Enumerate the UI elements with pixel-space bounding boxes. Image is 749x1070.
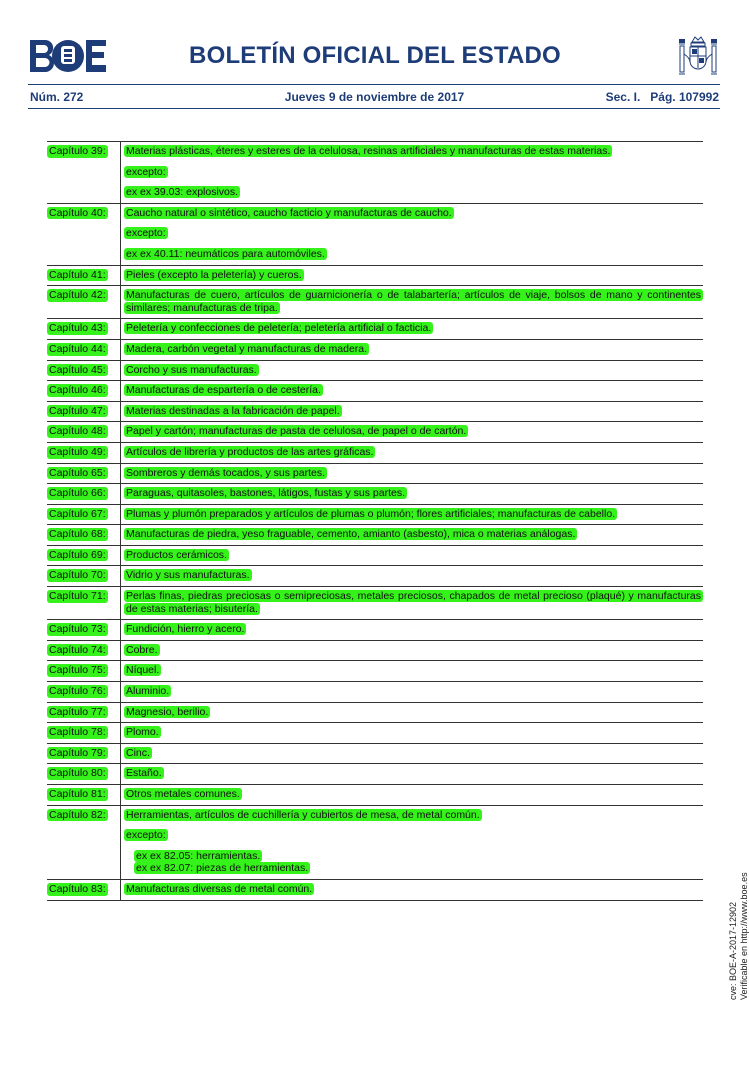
header-rule-top <box>28 84 720 85</box>
chapter-cell <box>47 360 121 381</box>
issue-number: Núm. 272 <box>30 90 84 104</box>
table-row <box>47 484 703 505</box>
chapter-cell <box>47 805 121 879</box>
chapter-label: Capítulo 43: <box>49 322 106 335</box>
chapter-cell <box>47 620 121 641</box>
table-row <box>47 879 703 900</box>
chapter-description: Sombreros y demás tocados, y sus partes. <box>126 466 326 479</box>
chapter-description: Papel y cartón; manufacturas de pasta de celulosa, de papel o de cartón. <box>126 425 467 438</box>
chapter-label: Capítulo 40: <box>49 206 106 219</box>
chapter-label: Capítulo 69: <box>49 548 106 561</box>
chapter-cell <box>47 785 121 806</box>
chapter-description-cell <box>121 422 704 443</box>
chapter-cell <box>47 463 121 484</box>
chapter-cell <box>47 682 121 703</box>
chapter-description: Corcho y sus manufacturas. <box>126 363 257 376</box>
chapter-description: Fundición, hierro y acero. <box>126 623 245 636</box>
chapter-label: Capítulo 65: <box>49 466 106 479</box>
table-row <box>47 286 703 319</box>
table-row <box>47 723 703 744</box>
table-row <box>47 319 703 340</box>
chapter-cell <box>47 142 121 204</box>
chapter-description: Herramientas, artículos de cuchillería y cubiertos de mesa, de metal común. <box>126 808 480 821</box>
chapter-description-cell <box>121 265 704 286</box>
chapter-description: Paraguas, quitasoles, bastones, látigos, fustas y sus partes. <box>126 487 405 500</box>
chapter-description-cell <box>121 463 704 484</box>
chapter-description: Perlas finas, piedras preciosas o semipreciosas, metales preciosos, chapados de metal precioso (plaqué) y manufacturas de estas materias; bisutería. <box>126 590 701 615</box>
chapter-description-cell <box>121 723 704 744</box>
verification-note <box>728 872 749 1000</box>
table-row <box>47 805 703 879</box>
chapter-cell <box>47 422 121 443</box>
chapter-cell <box>47 265 121 286</box>
table-row <box>47 381 703 402</box>
chapter-description: Manufacturas de cuero, artículos de guarnicionería o de talabartería; artículos de viaje, bolsos de mano y continentes similares; manufacturas de tripa. <box>126 289 701 314</box>
chapter-description-cell <box>121 360 704 381</box>
chapter-description: Magnesio, berilio. <box>126 705 209 718</box>
chapter-description-cell <box>121 525 704 546</box>
chapter-label: Capítulo 75: <box>49 664 106 677</box>
chapter-label: Capítulo 45: <box>49 363 106 376</box>
table-row <box>47 360 703 381</box>
chapter-description: Madera, carbón vegetal y manufacturas de madera. <box>126 342 368 355</box>
chapter-description: Estaño. <box>126 767 162 780</box>
chapter-label: Capítulo 79: <box>49 746 106 759</box>
chapter-cell <box>47 640 121 661</box>
chapter-description-cell <box>121 640 704 661</box>
chapter-label: Capítulo 71: <box>49 590 106 603</box>
chapter-description: Vidrio y sus manufacturas. <box>126 569 250 582</box>
exception-line: excepto: <box>126 165 166 178</box>
chapter-cell <box>47 587 121 620</box>
chapters-table <box>47 141 703 901</box>
chapter-description-cell <box>121 381 704 402</box>
chapter-description-cell <box>121 661 704 682</box>
table-row <box>47 764 703 785</box>
chapter-description: Cobre. <box>126 643 158 656</box>
header-rule-bottom <box>28 108 720 109</box>
table-row <box>47 661 703 682</box>
chapter-description: Caucho natural o sintético, caucho facticio y manufacturas de caucho. <box>126 206 452 219</box>
chapter-description-cell <box>121 587 704 620</box>
chapter-description-cell <box>121 702 704 723</box>
table-row <box>47 743 703 764</box>
chapter-description: Níquel. <box>126 664 160 677</box>
chapter-description-cell <box>121 805 704 879</box>
table-row <box>47 620 703 641</box>
table-row <box>47 566 703 587</box>
cve-code: cve: BOE-A-2017-12902 <box>728 901 738 1000</box>
table-row <box>47 682 703 703</box>
chapter-description-cell <box>121 484 704 505</box>
table-row <box>47 442 703 463</box>
table-row <box>47 401 703 422</box>
chapter-description-cell <box>121 620 704 641</box>
table-row <box>47 545 703 566</box>
chapter-cell <box>47 442 121 463</box>
chapter-description: Cinc. <box>126 746 150 759</box>
table-row <box>47 525 703 546</box>
chapter-cell <box>47 764 121 785</box>
chapter-cell <box>47 339 121 360</box>
chapter-description: Productos cerámicos. <box>126 548 227 561</box>
chapter-description: Artículos de librería y productos de las artes gráficas. <box>126 445 374 458</box>
chapter-description-cell <box>121 504 704 525</box>
chapter-cell <box>47 401 121 422</box>
chapter-cell <box>47 743 121 764</box>
exception-line: excepto: <box>126 227 166 240</box>
table-row <box>47 702 703 723</box>
chapter-description-cell <box>121 339 704 360</box>
chapter-label: Capítulo 47: <box>49 404 106 417</box>
section-label: Sec. I. <box>605 90 641 104</box>
chapter-label: Capítulo 77: <box>49 705 106 718</box>
chapter-cell <box>47 504 121 525</box>
chapter-description: Plumas y plumón preparados y artículos de plumas o plumón; flores artificiales; manufacturas de cabello. <box>126 507 616 520</box>
chapter-description: Plomo. <box>126 726 159 739</box>
chapter-label: Capítulo 82: <box>49 808 106 821</box>
chapter-label: Capítulo 44: <box>49 342 106 355</box>
chapter-cell <box>47 286 121 319</box>
chapter-description: Manufacturas de piedra, yeso fraguable, cemento, amianto (asbesto), mica o materias análogas. <box>126 528 576 541</box>
chapter-label: Capítulo 73: <box>49 623 106 636</box>
chapter-label: Capítulo 42: <box>49 289 106 302</box>
verification-url: Verificable en http://www.boe.es <box>739 872 749 1000</box>
chapter-description-cell <box>121 682 704 703</box>
chapter-description-cell <box>121 785 704 806</box>
chapter-label: Capítulo 39: <box>49 145 106 157</box>
chapter-description-cell <box>121 319 704 340</box>
page-title: BOLETÍN OFICIAL DEL ESTADO <box>189 42 561 69</box>
exception-line: ex ex 39.03: explosivos. <box>126 186 239 199</box>
chapter-label: Capítulo 67: <box>49 507 106 520</box>
chapter-description: Aluminio. <box>126 685 170 698</box>
chapter-cell <box>47 319 121 340</box>
chapter-description: Peletería y confecciones de peletería; peletería artificial o facticia. <box>126 322 432 335</box>
exception-line: ex ex 82.05: herramientas. <box>136 849 261 862</box>
chapter-label: Capítulo 81: <box>49 788 106 800</box>
table-row <box>47 587 703 620</box>
table-row <box>47 203 703 265</box>
chapter-label: Capítulo 48: <box>49 425 106 438</box>
chapter-label: Capítulo 74: <box>49 643 106 656</box>
chapter-description-cell <box>121 401 704 422</box>
chapter-description: Materias plásticas, éteres y esteres de la celulosa, resinas artificiales y manufacturas de estas materias. <box>126 145 611 157</box>
chapter-cell <box>47 525 121 546</box>
table-row <box>47 504 703 525</box>
chapter-cell <box>47 203 121 265</box>
chapter-description: Manufacturas de espartería o de cestería. <box>126 384 321 397</box>
chapter-label: Capítulo 78: <box>49 726 106 739</box>
table-row <box>47 265 703 286</box>
chapter-description: Otros metales comunes. <box>126 788 240 800</box>
chapter-description-cell <box>121 203 704 265</box>
chapter-label: Capítulo 66: <box>49 487 106 500</box>
table-row <box>47 640 703 661</box>
chapter-cell <box>47 702 121 723</box>
chapter-cell <box>47 879 121 900</box>
chapter-description-cell <box>121 879 704 900</box>
chapter-cell <box>47 661 121 682</box>
chapter-description-cell <box>121 764 704 785</box>
chapter-label: Capítulo 46: <box>49 384 106 397</box>
chapter-cell <box>47 545 121 566</box>
table-row <box>47 785 703 806</box>
exception-line: ex ex 40.11: neumáticos para automóviles. <box>126 247 325 260</box>
boe-logo <box>28 38 108 74</box>
chapter-cell <box>47 566 121 587</box>
chapter-description-cell <box>121 142 704 204</box>
chapter-description: Manufacturas diversas de metal común. <box>126 882 313 895</box>
chapter-cell <box>47 723 121 744</box>
chapter-label: Capítulo 41: <box>49 268 106 281</box>
chapter-label: Capítulo 76: <box>49 685 106 698</box>
section-page <box>606 90 719 104</box>
chapter-description-cell <box>121 545 704 566</box>
chapter-description-cell <box>121 566 704 587</box>
chapter-description-cell <box>121 442 704 463</box>
chapter-description: Pieles (excepto la peletería) y cueros. <box>126 268 302 281</box>
exception-line: excepto: <box>126 829 166 842</box>
chapter-cell <box>47 381 121 402</box>
chapter-description-cell <box>121 743 704 764</box>
table-row <box>47 142 703 204</box>
chapter-cell <box>47 484 121 505</box>
chapter-label: Capítulo 49: <box>49 445 106 458</box>
chapter-label: Capítulo 70: <box>49 569 106 582</box>
chapter-description: Materias destinadas a la fabricación de papel. <box>126 404 340 417</box>
table-row <box>47 422 703 443</box>
chapter-label: Capítulo 83: <box>49 882 106 895</box>
chapter-description-cell <box>121 286 704 319</box>
exception-line: ex ex 82.07: piezas de herramientas. <box>136 862 309 875</box>
table-row <box>47 339 703 360</box>
coat-of-arms-icon <box>676 34 720 80</box>
page-number: Pág. 107992 <box>650 90 719 104</box>
table-row <box>47 463 703 484</box>
issue-date: Jueves 9 de noviembre de 2017 <box>284 90 465 104</box>
chapter-label: Capítulo 68: <box>49 528 106 541</box>
chapter-label: Capítulo 80: <box>49 767 106 780</box>
